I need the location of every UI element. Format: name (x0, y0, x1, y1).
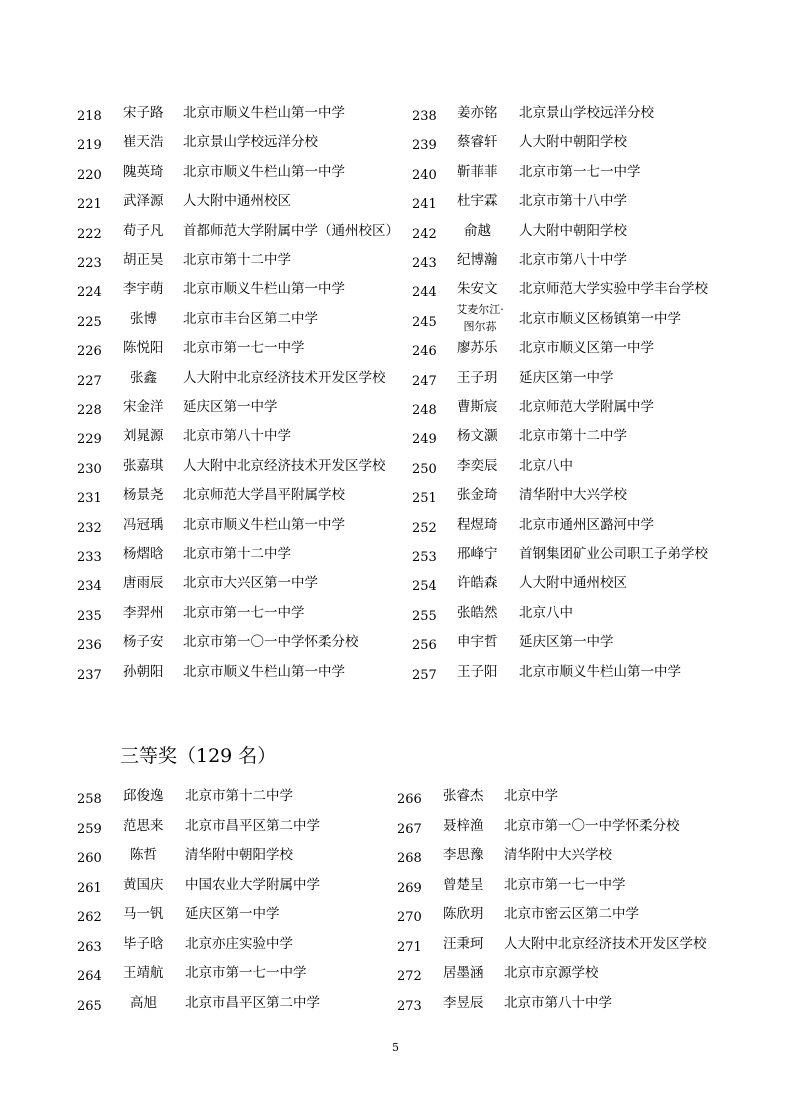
student-name: 武泽源 (123, 193, 164, 210)
school-name: 延庆区第一中学 (183, 399, 278, 415)
school-name: 北京市顺义区第一中学 (519, 340, 654, 357)
school-name: 北京市第一〇一中学怀柔分校 (504, 817, 680, 834)
student-name: 俞越 (464, 222, 491, 239)
school-name: 北京八中 (519, 604, 573, 621)
student-name: 张鑫 (130, 369, 157, 386)
entry-number: 258 (77, 792, 102, 807)
entry-number: 246 (412, 344, 437, 360)
list-item (0, 191, 787, 217)
list-item (0, 515, 787, 541)
list-item (0, 302, 787, 335)
list-item (0, 279, 787, 305)
student-name: 宋子路 (123, 105, 164, 121)
school-name: 北京市第一〇一中学怀柔分校 (183, 634, 359, 651)
school-name: 北京市第一七一中学 (183, 604, 305, 621)
student-name: 纪博瀚 (457, 252, 498, 268)
school-name: 北京师范大学昌平附属学校 (183, 487, 345, 504)
student-name: 马一钒 (123, 906, 164, 922)
list-item (0, 103, 787, 129)
entry-number: 226 (77, 344, 102, 360)
school-name: 延庆区第一中学 (185, 906, 280, 922)
school-name: 北京市京源学校 (504, 965, 599, 981)
school-name: 人大附中北京经济技术开发区学校 (504, 935, 707, 952)
student-name: 隗英琦 (123, 163, 164, 180)
school-name: 北京市密云区第二中学 (504, 906, 639, 922)
school-name: 北京八中 (519, 457, 573, 474)
school-name: 人大附中朝阳学校 (519, 134, 627, 151)
school-name: 北京景山学校远洋分校 (183, 134, 318, 151)
entry-number: 222 (77, 226, 102, 242)
school-name: 人大附中北京经济技术开发区学校 (183, 369, 386, 386)
entry-number: 221 (77, 197, 102, 213)
school-name: 北京市通州区潞河中学 (519, 516, 654, 533)
entry-number: 261 (77, 880, 102, 896)
school-name: 北京市顺义区杨镇第一中学 (519, 310, 681, 327)
school-name: 北京市顺义牛栏山第一中学 (183, 105, 345, 121)
school-name: 人大附中朝阳学校 (519, 222, 627, 239)
student-name: 张博 (130, 310, 157, 327)
student-name: 李奕辰 (457, 457, 498, 474)
school-name: 北京市第八十中学 (519, 252, 627, 268)
student-name: 曾楚呈 (443, 876, 484, 893)
section-heading: 三等奖（129 名） (120, 745, 277, 767)
entry-number: 244 (412, 285, 437, 301)
student-name: 杨熠晗 (123, 546, 164, 562)
entry-number: 263 (77, 939, 102, 955)
school-name: 北京市第十八中学 (519, 193, 627, 210)
school-name: 北京市顺义牛栏山第一中学 (183, 163, 345, 180)
list-item (0, 250, 787, 276)
school-name: 北京市第十二中学 (183, 546, 291, 562)
school-name: 首都师范大学附属中学（通州校区） (183, 222, 399, 239)
student-name: 杨子安 (123, 634, 164, 651)
school-name: 清华附中大兴学校 (504, 847, 612, 863)
entry-number: 245 (412, 314, 437, 330)
student-name: 朱安文 (457, 281, 498, 298)
entry-number: 241 (412, 197, 437, 213)
list-item (0, 786, 787, 812)
entry-number: 233 (77, 550, 102, 565)
entry-number: 257 (412, 667, 437, 683)
student-name: 范思来 (123, 817, 164, 834)
list-item (0, 845, 787, 871)
student-name: 汪秉珂 (443, 935, 484, 952)
entry-number: 247 (412, 373, 437, 389)
student-name: 陈欣玥 (443, 906, 484, 922)
student-name: 王子阳 (457, 663, 498, 680)
school-name: 北京市第十二中学 (183, 252, 291, 268)
student-name: 杜宇霖 (457, 193, 498, 210)
list-item (0, 544, 787, 570)
list-item (0, 904, 787, 930)
entry-number: 266 (397, 792, 422, 807)
school-name: 北京市顺义牛栏山第一中学 (183, 281, 345, 298)
page-number: 5 (392, 1041, 399, 1054)
student-name: 杨文灏 (457, 428, 498, 445)
entry-number: 239 (412, 138, 437, 154)
school-name: 北京市第十二中学 (519, 428, 627, 445)
school-name: 北京市第一七一中学 (183, 340, 305, 357)
school-name: 北京市丰台区第二中学 (183, 310, 318, 327)
school-name: 北京师范大学实验中学丰台学校 (519, 281, 708, 298)
school-name: 延庆区第一中学 (519, 369, 614, 386)
school-name: 北京中学 (504, 788, 558, 804)
entry-number: 269 (397, 880, 422, 896)
student-name: 王靖航 (123, 965, 164, 981)
list-item (0, 662, 787, 688)
student-name: 崔天浩 (123, 134, 164, 151)
entry-number: 230 (77, 461, 102, 477)
entry-number: 243 (412, 256, 437, 271)
entry-number: 265 (77, 998, 102, 1014)
school-name: 北京市顺义牛栏山第一中学 (519, 663, 681, 680)
student-name: 冯冠瑀 (123, 516, 164, 533)
entry-number: 238 (412, 109, 437, 124)
student-name: 唐雨辰 (123, 575, 164, 592)
entry-number: 228 (77, 403, 102, 418)
student-name: 李思豫 (443, 847, 484, 863)
entry-number: 262 (77, 910, 102, 925)
student-name: 高旭 (130, 994, 157, 1011)
list-item (0, 963, 787, 989)
school-name: 北京景山学校远洋分校 (519, 105, 654, 121)
entry-number: 223 (77, 256, 102, 271)
school-name: 北京师范大学附属中学 (519, 399, 654, 415)
entry-number: 259 (77, 821, 102, 837)
school-name: 北京市第八十中学 (504, 994, 612, 1011)
entry-number: 218 (77, 109, 102, 124)
student-name: 靳菲菲 (457, 163, 498, 180)
entry-number: 219 (77, 138, 102, 154)
entry-number: 220 (77, 167, 102, 183)
list-item (0, 603, 787, 629)
school-name: 北京市昌平区第二中学 (185, 817, 320, 834)
student-name: 孙朝阳 (123, 663, 164, 680)
entry-number: 237 (77, 667, 102, 683)
entry-number: 248 (412, 403, 437, 418)
entry-number: 224 (77, 285, 102, 301)
entry-number: 255 (412, 608, 437, 624)
entry-number: 229 (77, 432, 102, 448)
entry-number: 272 (397, 969, 422, 984)
entry-number: 270 (397, 910, 422, 925)
student-name: 姜亦铭 (457, 105, 498, 121)
school-name: 首钢集团矿业公司职工子弟学校 (519, 546, 708, 562)
student-name: 聂梓渔 (443, 817, 484, 834)
student-name: 陈悦阳 (123, 340, 164, 357)
list-item (0, 162, 787, 188)
student-name: 陈哲 (130, 847, 157, 863)
list-item (0, 934, 787, 960)
student-name: 王子玥 (457, 369, 498, 386)
list-item (0, 875, 787, 901)
school-name: 人大附中通州校区 (519, 575, 627, 592)
school-name: 北京市顺义牛栏山第一中学 (183, 663, 345, 680)
student-name: 李羿州 (123, 604, 164, 621)
entry-number: 254 (412, 579, 437, 595)
list-item (0, 993, 787, 1019)
student-name: 蔡睿轩 (457, 134, 498, 151)
student-name: 申宇哲 (457, 634, 498, 651)
student-name: 张金琦 (457, 487, 498, 504)
school-name: 北京市第一七一中学 (185, 965, 307, 981)
entry-number: 251 (412, 491, 437, 507)
entry-number: 273 (397, 998, 422, 1014)
school-name: 清华附中朝阳学校 (185, 847, 293, 863)
list-item (0, 132, 787, 158)
entry-number: 227 (77, 373, 102, 389)
list-item (0, 632, 787, 658)
student-name: 张皓然 (457, 604, 498, 621)
school-name: 北京市昌平区第二中学 (185, 994, 320, 1011)
student-name: 刘晁源 (123, 428, 164, 445)
list-item (0, 456, 787, 482)
entry-number: 271 (397, 939, 422, 955)
student-name: 艾麦尔江·图尔荪 (456, 302, 504, 333)
school-name: 北京市第一七一中学 (519, 163, 641, 180)
entry-number: 242 (412, 226, 437, 242)
entry-number: 240 (412, 167, 437, 183)
school-name: 北京市大兴区第一中学 (183, 575, 318, 592)
student-name: 李昱辰 (443, 994, 484, 1011)
list-item (0, 426, 787, 452)
school-name: 人大附中北京经济技术开发区学校 (183, 457, 386, 474)
school-name: 北京市第八十中学 (183, 428, 291, 445)
student-name: 荀子凡 (123, 222, 164, 239)
school-name: 中国农业大学附属中学 (185, 876, 320, 893)
school-name: 北京市第十二中学 (185, 788, 293, 804)
student-name: 杨景尧 (123, 487, 164, 504)
student-name: 曹斯宸 (457, 399, 498, 415)
entry-number: 260 (77, 851, 102, 866)
entry-number: 267 (397, 821, 422, 837)
entry-number: 232 (77, 520, 102, 536)
list-item (0, 485, 787, 511)
student-name: 黄国庆 (123, 876, 164, 893)
entry-number: 264 (77, 969, 102, 984)
student-name: 邱俊逸 (123, 788, 164, 804)
entry-number: 250 (412, 461, 437, 477)
student-name: 廖苏乐 (457, 340, 498, 357)
student-name: 胡正昊 (123, 252, 164, 268)
student-name: 张睿杰 (443, 788, 484, 804)
school-name: 北京亦庄实验中学 (185, 935, 293, 952)
entry-number: 256 (412, 638, 437, 654)
student-name: 宋金洋 (123, 399, 164, 415)
entry-number: 249 (412, 432, 437, 448)
list-item (0, 816, 787, 842)
entry-number: 231 (77, 491, 102, 507)
list-item (0, 338, 787, 364)
student-name: 毕子晗 (123, 935, 164, 952)
entry-number: 236 (77, 638, 102, 654)
list-item (0, 221, 787, 247)
student-name: 程煜琦 (457, 516, 498, 533)
school-name: 人大附中通州校区 (183, 193, 291, 210)
list-item (0, 368, 787, 394)
list-item (0, 573, 787, 599)
student-name: 张嘉琪 (123, 457, 164, 474)
entry-number: 225 (77, 314, 102, 330)
entry-number: 268 (397, 851, 422, 866)
student-name: 居墨涵 (443, 965, 484, 981)
student-name: 邢峰宁 (457, 546, 498, 562)
list-item (0, 397, 787, 423)
entry-number: 235 (77, 608, 102, 624)
school-name: 清华附中大兴学校 (519, 487, 627, 504)
entry-number: 234 (77, 579, 102, 595)
entry-number: 252 (412, 520, 437, 536)
school-name: 北京市第一七一中学 (504, 876, 626, 893)
entry-number: 253 (412, 550, 437, 565)
student-name: 李宇萌 (123, 281, 164, 298)
student-name: 许皓森 (457, 575, 498, 592)
school-name: 北京市顺义牛栏山第一中学 (183, 516, 345, 533)
school-name: 延庆区第一中学 (519, 634, 614, 651)
